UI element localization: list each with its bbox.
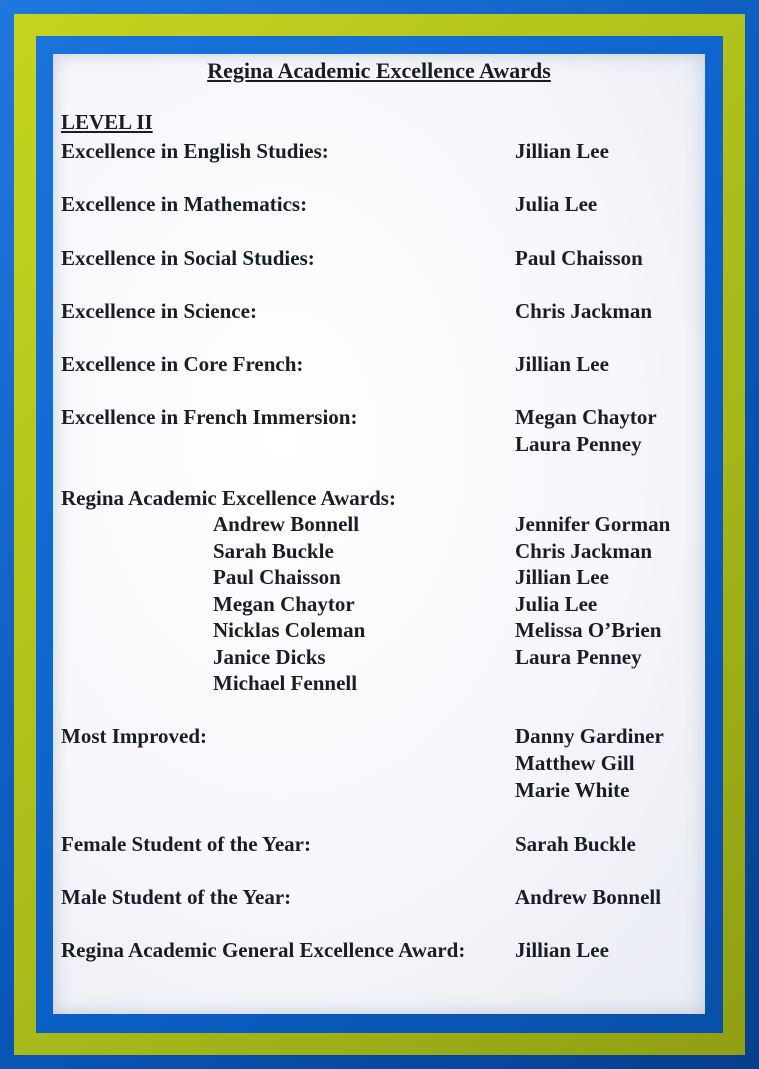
recipient-name: Sarah Buckle — [213, 539, 334, 563]
award-winner: Julia Lee — [515, 192, 598, 216]
award-label: Excellence in English Studies: — [61, 139, 329, 163]
recipient-name: Nicklas Coleman — [213, 618, 366, 642]
female-student-winner: Sarah Buckle — [515, 832, 636, 856]
award-winner: Jillian Lee — [515, 139, 609, 163]
award-winner: Paul Chaisson — [515, 246, 643, 270]
male-student-label: Male Student of the Year: — [61, 885, 292, 909]
award-label: Excellence in Core French: — [61, 352, 304, 376]
award-label: Excellence in French Immersion: — [61, 405, 358, 429]
recipient-name: Megan Chaytor — [213, 592, 355, 616]
award-label: Excellence in Social Studies: — [61, 246, 315, 270]
recipient-name: Julia Lee — [515, 592, 598, 616]
recipient-name: Chris Jackman — [515, 539, 653, 563]
award-winner: Jillian Lee — [515, 352, 609, 376]
recipient-name: Andrew Bonnell — [213, 512, 360, 536]
most-improved-winner: Matthew Gill — [515, 751, 635, 775]
award-winner: Chris Jackman — [515, 299, 653, 323]
general-award-label: Regina Academic General Excellence Award: — [61, 938, 466, 962]
document-title: Regina Academic Excellence Awards — [207, 58, 551, 83]
award-winner: Laura Penney — [515, 432, 642, 456]
recipient-name: Melissa O’Brien — [515, 618, 662, 642]
award-document — [53, 54, 705, 1014]
recipient-name: Michael Fennell — [213, 671, 358, 695]
male-student-winner: Andrew Bonnell — [515, 885, 662, 909]
recipient-name: Jillian Lee — [515, 565, 609, 589]
general-award-winner: Jillian Lee — [515, 938, 609, 962]
recipient-name: Laura Penney — [515, 645, 642, 669]
most-improved-label: Most Improved: — [61, 724, 208, 748]
most-improved-winner: Danny Gardiner — [515, 724, 664, 748]
recipient-name: Janice Dicks — [213, 645, 326, 669]
award-winner: Megan Chaytor — [515, 405, 657, 429]
award-label: Excellence in Mathematics: — [61, 192, 308, 216]
female-student-label: Female Student of the Year: — [61, 832, 312, 856]
recipient-name: Paul Chaisson — [213, 565, 341, 589]
academic-awards-label: Regina Academic Excellence Awards: — [61, 486, 396, 510]
recipient-name: Jennifer Gorman — [515, 512, 671, 536]
most-improved-winner: Marie White — [515, 778, 630, 802]
level-heading: LEVEL II — [61, 110, 153, 134]
award-label: Excellence in Science: — [61, 299, 257, 323]
